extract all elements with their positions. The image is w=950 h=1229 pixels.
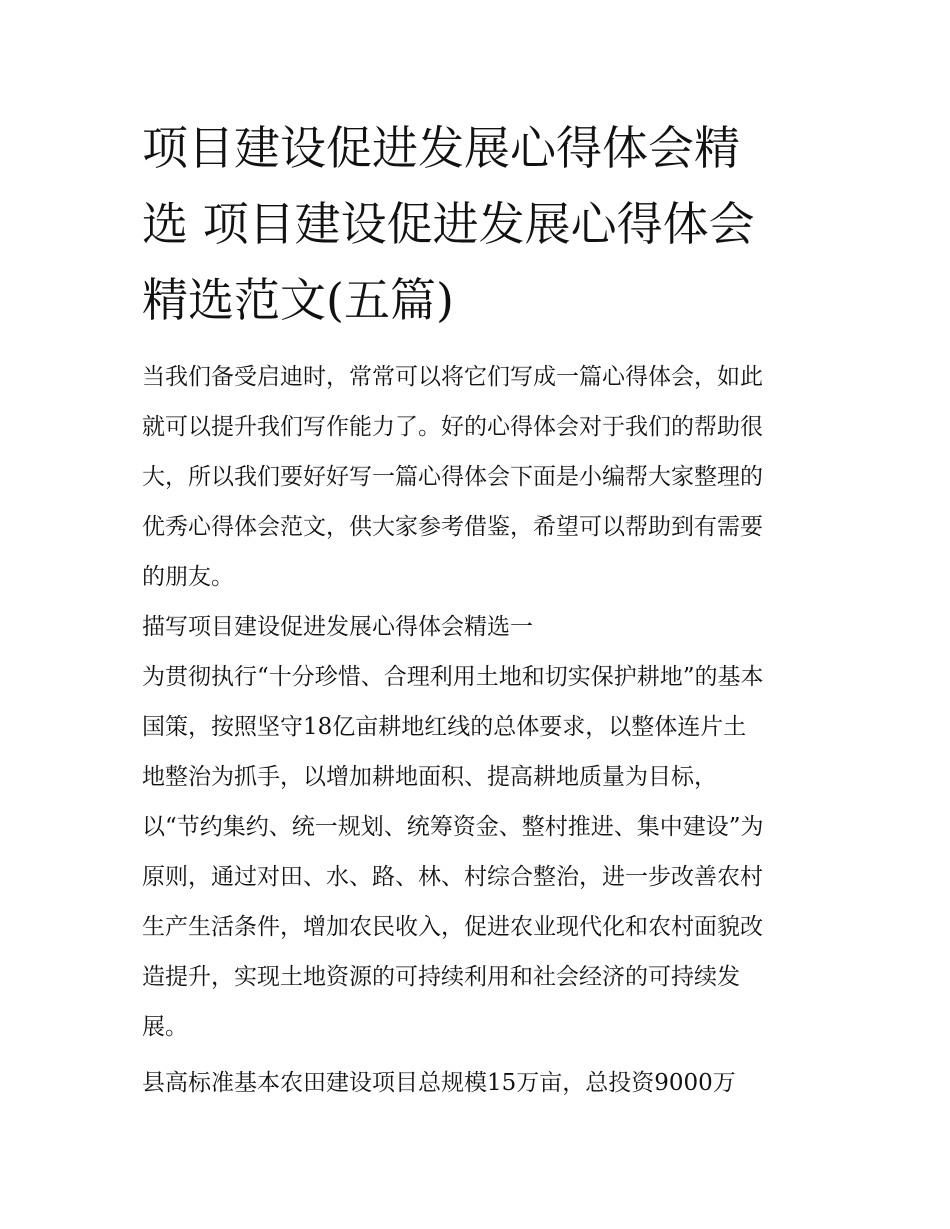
document-title (142, 110, 822, 338)
title-line: 项目建设促进发展心得体会精 (142, 121, 740, 175)
text-line: 原则，通过对田、水、路、林、村综合整治，进一步改善农村 (142, 864, 763, 890)
text-line: 描写项目建设促进发展心得体会精选一 (142, 614, 533, 640)
text-line: 以“节约集约、统一规划、统筹资金、整村推进、集中建设”为 (142, 814, 764, 840)
text-line: 生产生活条件，增加农民收入，促进农业现代化和农村面貌改 (142, 914, 763, 940)
body-paragraph (142, 1058, 822, 1108)
document-body (142, 352, 822, 1108)
section-heading (142, 602, 822, 652)
text-line: 国策，按照坚守18亿亩耕地红线的总体要求，以整体连片土 (142, 714, 747, 740)
text-line: 地整治为抓手，以增加耕地面积、提高耕地质量为目标， (142, 764, 717, 790)
text-line: 县高标准基本农田建设项目总规模15万亩，总投资9000万 (142, 1070, 736, 1096)
text-line: 为贯彻执行“十分珍惜、合理利用土地和切实保护耕地”的基本 (142, 664, 764, 690)
body-paragraph (142, 652, 822, 1052)
document-page (142, 110, 822, 1108)
title-line: 选 项目建设促进发展心得体会 (142, 197, 755, 251)
text-line: 就可以提升我们写作能力了。好的心得体会对于我们的帮助很 (142, 414, 763, 440)
text-line: 的朋友。 (142, 564, 234, 590)
text-line: 当我们备受启迪时，常常可以将它们写成一篇心得体会，如此 (142, 364, 763, 390)
text-line: 造提升，实现土地资源的可持续利用和社会经济的可持续发 (142, 964, 740, 990)
text-line: 展。 (142, 1014, 188, 1040)
intro-paragraph (142, 352, 822, 602)
text-line: 大，所以我们要好好写一篇心得体会下面是小编帮大家整理的 (142, 464, 763, 490)
title-line: 精选范文(五篇) (142, 273, 454, 327)
text-line: 优秀心得体会范文，供大家参考借鉴，希望可以帮助到有需要 (142, 514, 763, 540)
